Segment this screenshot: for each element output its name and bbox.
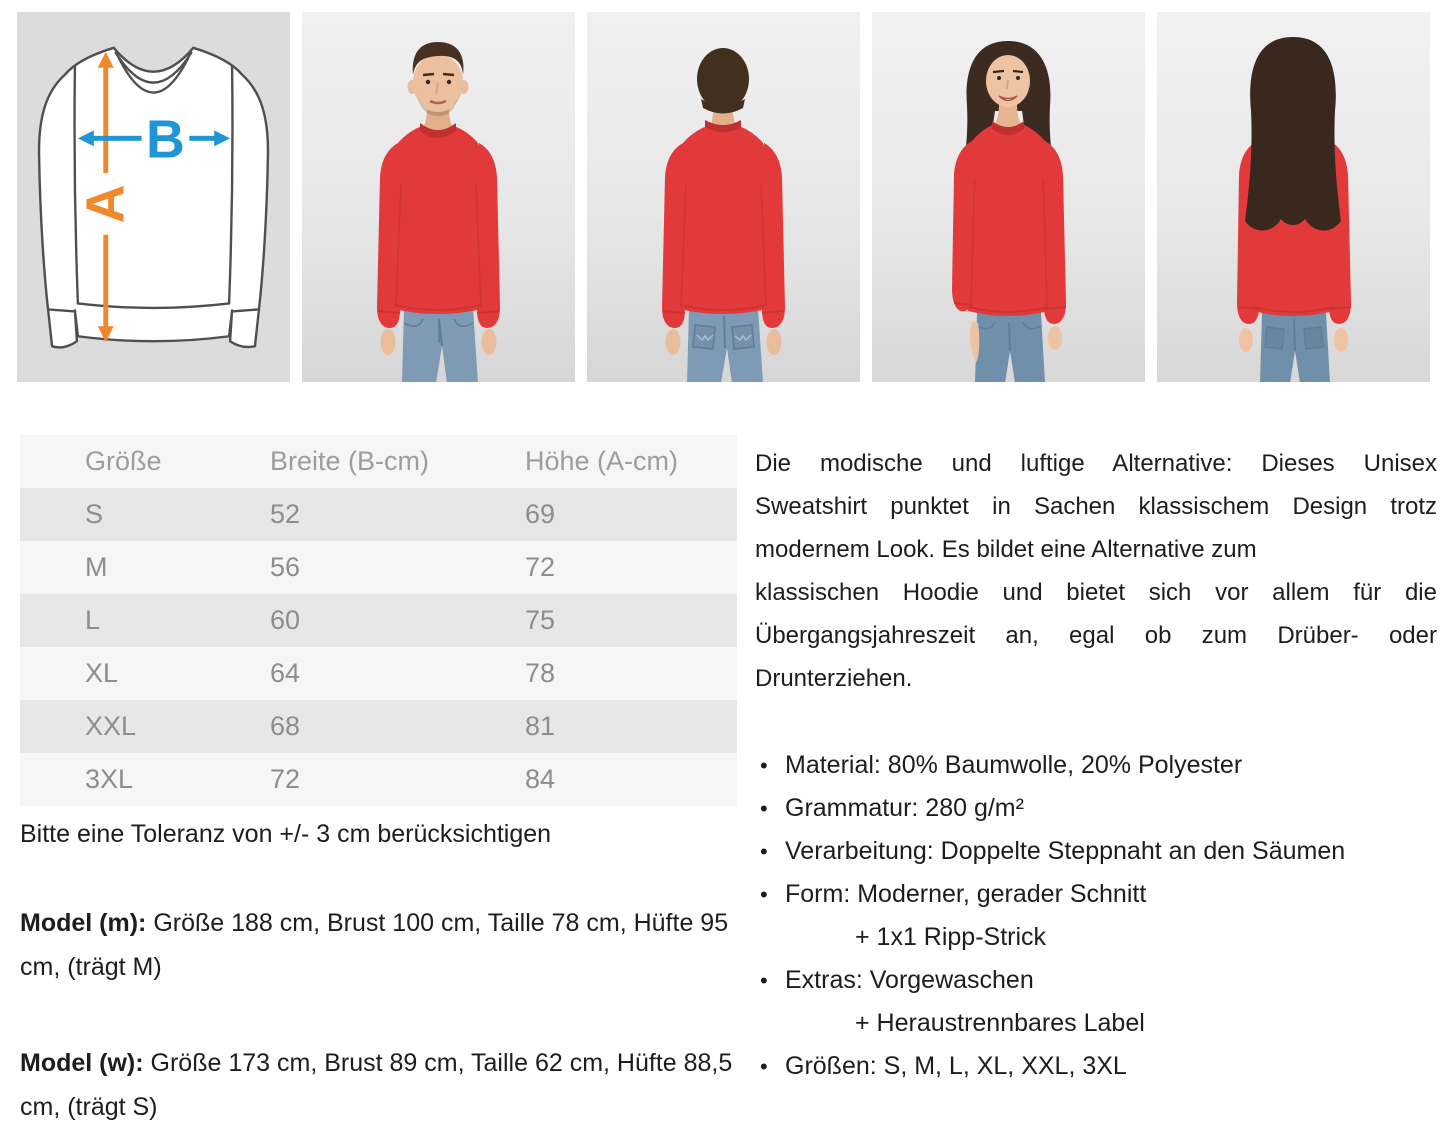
- model-female-details: Größe 173 cm, Brust 89 cm, Taille 62 cm, Hüfte 88,5 cm, (trägt S): [20, 1049, 733, 1121]
- table-cell: 68: [270, 711, 301, 741]
- table-cell: 75: [525, 605, 556, 635]
- female-front-svg: [872, 12, 1145, 382]
- feature-item: [755, 873, 1437, 916]
- feature-item: [755, 744, 1437, 787]
- male-front-svg: [302, 12, 575, 382]
- left-hand: [666, 329, 681, 355]
- table-cell: 56: [270, 552, 301, 582]
- size-table: [20, 435, 737, 806]
- feature-item: [755, 959, 1437, 1002]
- product-description: [755, 442, 1437, 700]
- description-line: Die modische und luftige Alternative: Dieses Unisex: [755, 450, 1437, 477]
- feature-list: [755, 744, 1437, 1088]
- bullet-icon: •: [760, 968, 768, 993]
- table-cell: 60: [270, 605, 301, 635]
- bullet-icon: •: [760, 839, 768, 864]
- table-cell: 52: [270, 499, 301, 529]
- table-cell: 64: [270, 658, 301, 688]
- size-section: [20, 435, 737, 1129]
- feature-text: Material: 80% Baumwolle, 20% Polyester: [785, 751, 1243, 779]
- hair: [697, 48, 749, 110]
- table-cell: XL: [85, 658, 119, 688]
- photo-male-back: [587, 12, 860, 382]
- feature-text: Größen: S, M, L, XL, XXL, 3XL: [785, 1052, 1127, 1080]
- feature-text: Verarbeitung: Doppelte Steppnaht an den Säumen: [785, 837, 1346, 865]
- model-info-female: [20, 1041, 737, 1129]
- table-row: [20, 700, 737, 753]
- description-line: klassischen Hoodie und bietet sich vor allem für die: [755, 579, 1437, 606]
- model-info-male: [20, 901, 737, 989]
- table-cell: S: [85, 499, 104, 529]
- tolerance-note: Bitte eine Toleranz von +/- 3 cm berücksichtigen: [20, 820, 552, 848]
- model-female-label: Model (w):: [20, 1049, 144, 1077]
- bullet-icon: •: [760, 753, 768, 778]
- right-hand: [1048, 326, 1062, 350]
- diagram-label-b: B: [146, 109, 185, 170]
- table-cell: XXL: [85, 711, 137, 741]
- size-diagram-svg: [17, 12, 290, 382]
- table-cell: 3XL: [85, 764, 134, 794]
- table-row: [20, 541, 737, 594]
- photo-female-front: [872, 12, 1145, 382]
- hair-back: [1245, 37, 1341, 231]
- feature-item: [755, 1045, 1437, 1088]
- photo-male-front: [302, 12, 575, 382]
- sweatshirt: [952, 121, 1066, 324]
- size-diagram-image: [17, 12, 290, 382]
- feature-item: [755, 1002, 1437, 1045]
- sweatshirt-outline-drawing: [39, 48, 268, 348]
- bullet-icon: •: [760, 1054, 768, 1079]
- table-row: [20, 594, 737, 647]
- left-hand: [1239, 328, 1253, 352]
- feature-item: [755, 830, 1437, 873]
- bullet-icon: •: [760, 796, 768, 821]
- description-section: [755, 442, 1437, 1088]
- table-cell: 72: [525, 552, 556, 582]
- bullet-icon: •: [760, 882, 768, 907]
- description-line: modernem Look. Es bildet eine Alternative zum: [755, 536, 1257, 563]
- table-row: [20, 753, 737, 806]
- table-cell: 69: [525, 499, 556, 529]
- photo-female-back: [1157, 12, 1430, 382]
- right-hand: [482, 329, 497, 355]
- feature-text: + 1x1 Ripp-Strick: [855, 923, 1047, 951]
- female-back-svg: [1157, 12, 1430, 382]
- male-back-svg: [587, 12, 860, 382]
- feature-text: Grammatur: 280 g/m²: [785, 794, 1024, 822]
- table-header-cell: Breite (B-cm): [270, 446, 430, 476]
- table-header-cell: Höhe (A-cm): [525, 446, 679, 476]
- sweatshirt: [662, 123, 785, 328]
- feature-item: [755, 787, 1437, 830]
- table-header-cell: Größe: [85, 446, 162, 476]
- diagram-label-a: A: [75, 184, 136, 224]
- model-male-details: Größe 188 cm, Brust 100 cm, Taille 78 cm, Hüfte 95 cm, (trägt M): [20, 909, 729, 981]
- description-line: Drunterziehen.: [755, 665, 913, 692]
- right-hand: [767, 329, 782, 355]
- description-line: Sweatshirt punktet in Sachen klassischem Design trotz: [755, 493, 1437, 520]
- table-row: [20, 647, 737, 700]
- feature-text: Extras: Vorgewaschen: [785, 966, 1034, 994]
- table-cell: 78: [525, 658, 556, 688]
- table-cell: 84: [525, 764, 556, 794]
- right-hand: [1334, 328, 1348, 352]
- description-line: Übergangsjahreszeit an, egal ob zum Drüber- oder: [755, 622, 1437, 649]
- sweatshirt: [377, 123, 500, 328]
- product-image-gallery: [17, 12, 1430, 382]
- left-hand: [381, 329, 396, 355]
- table-row: [20, 488, 737, 541]
- feature-text: Form: Moderner, gerader Schnitt: [785, 880, 1147, 908]
- table-cell: L: [85, 605, 101, 635]
- table-cell: 72: [270, 764, 301, 794]
- feature-item: [755, 916, 1437, 959]
- table-row: [20, 435, 737, 488]
- model-male-label: Model (m):: [20, 909, 147, 937]
- table-cell: 81: [525, 711, 556, 741]
- feature-text: + Heraustrennbares Label: [855, 1009, 1145, 1037]
- table-cell: M: [85, 552, 108, 582]
